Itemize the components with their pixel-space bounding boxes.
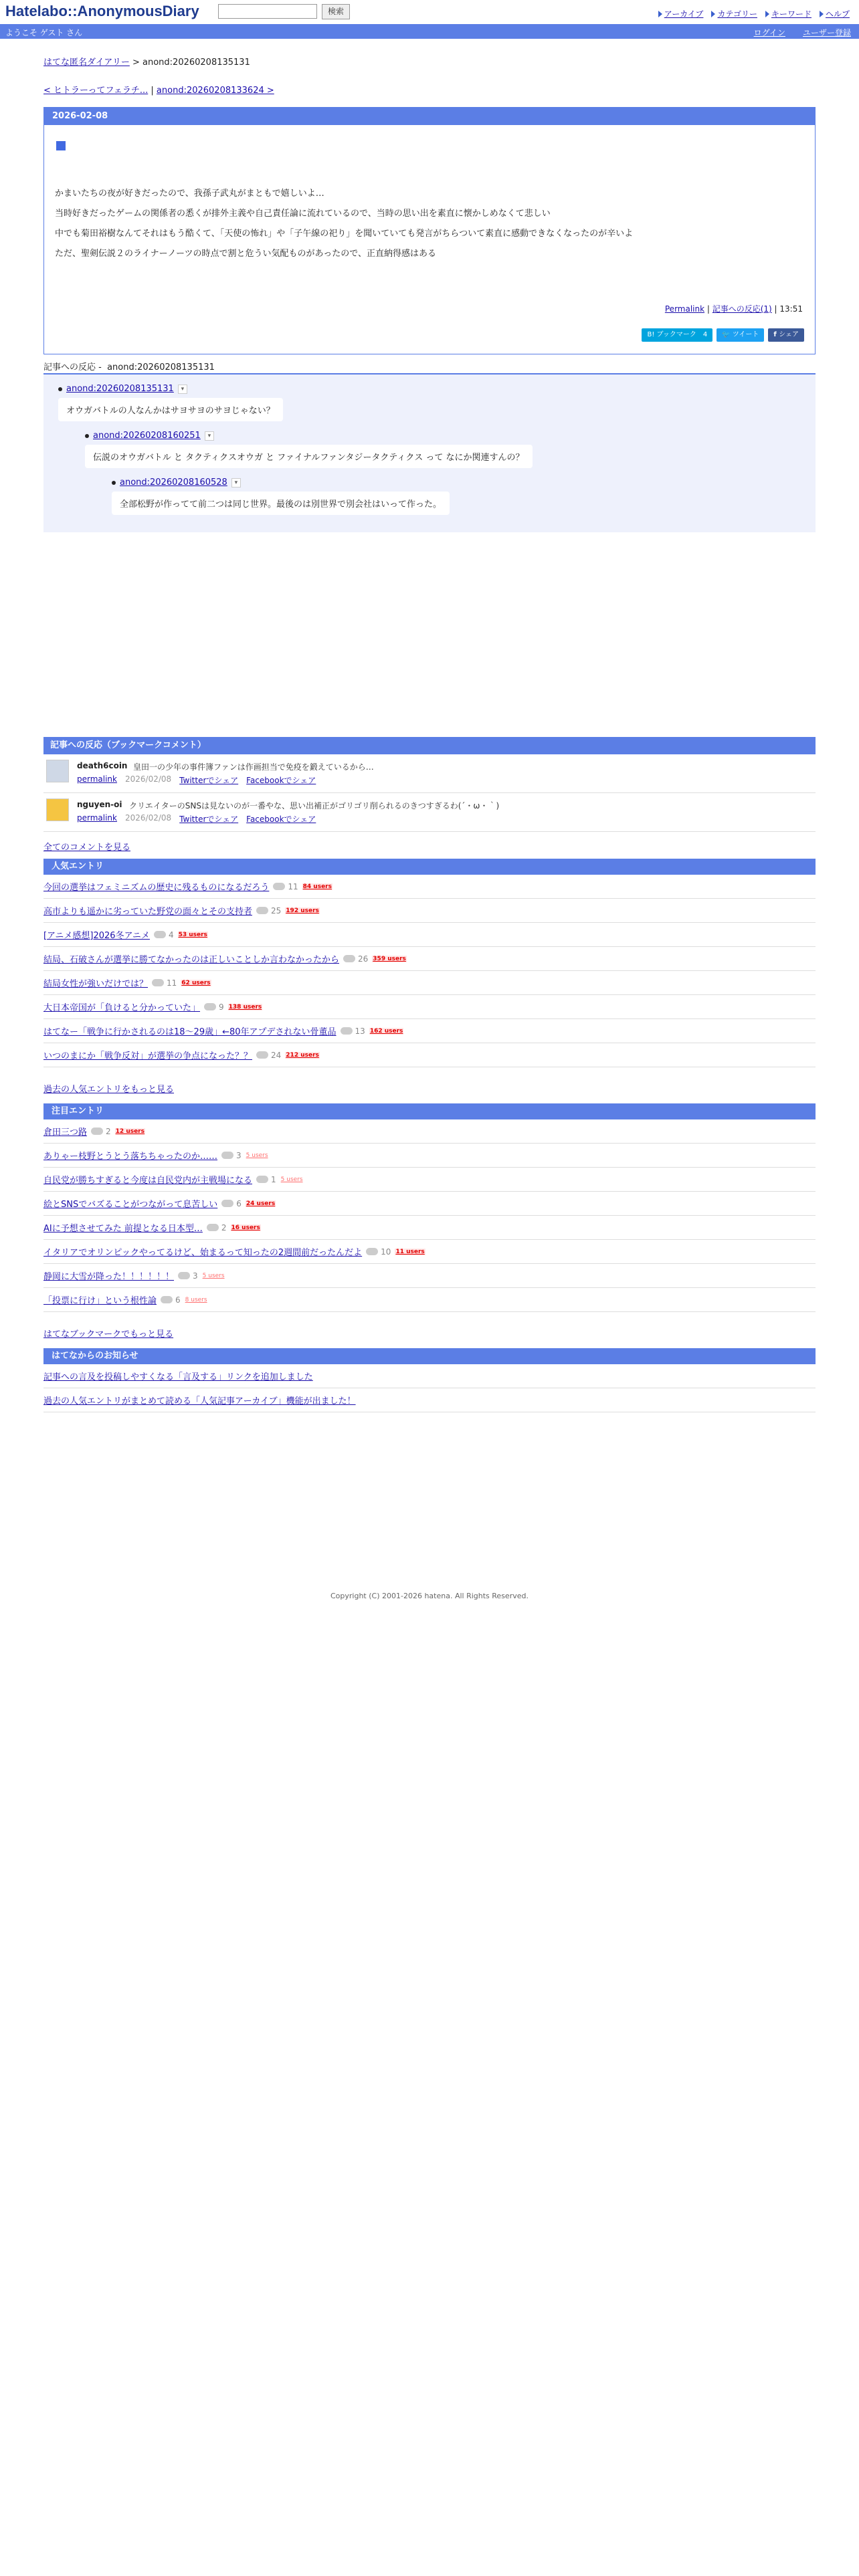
- entry-marker-icon[interactable]: [56, 141, 66, 150]
- reaction-link[interactable]: 記事への反応(1): [712, 304, 772, 314]
- all-comments-link[interactable]: 全てのコメントを見る: [43, 843, 131, 853]
- bookmark-comment-text: 皇田一の少年の事件簿ファンは作画担当で免疫を鍛えているから…: [133, 762, 374, 772]
- twitter-share-link[interactable]: Twitterでシェア: [179, 815, 239, 824]
- entry-title-link[interactable]: 絵とSNSでバズることがつながって息苦しい: [43, 1200, 218, 1210]
- bookmark-date: 2026/02/08: [125, 813, 172, 823]
- footer-copyright: Copyright (C) 2001-2026 hatena. All Rights Reserved.: [330, 1592, 529, 1600]
- menu-keyword-label[interactable]: キーワード: [771, 9, 812, 19]
- entry-title-link[interactable]: 「投票に行け」という根性論: [43, 1296, 157, 1306]
- entry-title-link[interactable]: AIに予想させてみた 前提となる日本型…: [43, 1224, 203, 1234]
- top-bar: [0, 0, 859, 24]
- reactions-title: 記事への反応 - anond:20260208135131: [43, 362, 215, 372]
- comment-count: [161, 1295, 181, 1305]
- comment-count: [221, 1151, 242, 1160]
- comment-count: [221, 1199, 242, 1208]
- facebook-share-link[interactable]: Facebookでシェア: [246, 815, 316, 824]
- bookmark-users-badge[interactable]: 138 users: [228, 1003, 262, 1010]
- speech-balloon-icon: [161, 1296, 173, 1303]
- entry-title-link[interactable]: 静岡に大雪が降った！！！！！！: [43, 1272, 175, 1282]
- search-button[interactable]: 検索: [322, 4, 350, 19]
- bookmark-user[interactable]: nguyen-oi: [77, 800, 122, 809]
- twitter-share-link[interactable]: Twitterでシェア: [179, 776, 239, 785]
- entry-row: [43, 1144, 816, 1168]
- welcome-text: ようこそ ゲスト さん: [5, 28, 83, 37]
- comment-count: [256, 1051, 281, 1060]
- reaction-item: [58, 384, 283, 421]
- speech-balloon-icon: [154, 931, 166, 938]
- comment-count-value: 4: [168, 930, 174, 940]
- comment-count-value: 9: [219, 1002, 224, 1012]
- site-logo[interactable]: Hatelabo::AnonymousDiary: [5, 3, 199, 19]
- prev-next-nav: [43, 83, 274, 96]
- avatar[interactable]: [46, 760, 69, 782]
- menu-keyword[interactable]: [765, 8, 812, 19]
- entry-row: [43, 875, 816, 899]
- entry-body: [55, 184, 633, 264]
- entry-row: [43, 1216, 816, 1240]
- comment-count-value: 26: [358, 954, 369, 964]
- notice-link[interactable]: 過去の人気エントリがまとめて読める「人気記事アーカイブ」機能が出ました！: [43, 1396, 356, 1406]
- breadcrumb-home[interactable]: はてな匿名ダイアリー: [43, 58, 130, 68]
- facebook-icon: f: [773, 331, 779, 338]
- speech-balloon-icon: [256, 1051, 268, 1059]
- entry-row: [43, 1119, 816, 1144]
- facebook-share-button[interactable]: [768, 328, 804, 342]
- comment-count-value: 10: [381, 1247, 391, 1257]
- reaction-link[interactable]: anond:20260208135131: [66, 384, 174, 394]
- speech-balloon-icon: [273, 883, 285, 890]
- comment-count-value: 25: [271, 905, 282, 916]
- bookmark-permalink[interactable]: permalink: [77, 774, 117, 784]
- comment-count: [343, 954, 368, 964]
- hot-entries-title: 注目エントリ: [43, 1103, 816, 1119]
- speech-balloon-icon: [152, 979, 164, 986]
- comment-count-value: 2: [221, 1222, 227, 1232]
- dropdown-icon[interactable]: ▾: [178, 385, 187, 394]
- nav-separator: |: [148, 86, 157, 96]
- tweet-label: ツイート: [732, 331, 759, 338]
- comment-count: [178, 1271, 198, 1281]
- bullet-icon: [85, 434, 89, 438]
- entry-footer: Permalink | 記事への反応(1) | 13:51: [664, 304, 803, 314]
- comment-count: [91, 1127, 111, 1136]
- reaction-text: 全部松野が作ってて前二つは同じ世界。最後のは別世界で別会社はいって作った。: [112, 492, 450, 515]
- user-bar: [0, 24, 859, 39]
- comment-count: [341, 1027, 365, 1036]
- bookmark-users-badge[interactable]: 16 users: [231, 1224, 260, 1231]
- reaction-item: [112, 477, 450, 515]
- entry-row: [43, 923, 816, 947]
- entry-row: [43, 1264, 816, 1288]
- bookmark-comment: [43, 793, 816, 832]
- speech-balloon-icon: [204, 1003, 216, 1010]
- diary-entry: [43, 107, 816, 354]
- entry-title-link[interactable]: 倉田三つ路: [43, 1128, 88, 1138]
- bookmark-users-badge[interactable]: 5 users: [280, 1176, 303, 1183]
- twitter-icon: 🐦: [722, 331, 733, 338]
- entry-row: [43, 995, 816, 1019]
- fb-share-label: シェア: [779, 331, 799, 338]
- more-bookmarks-link[interactable]: はてなブックマークでもっと見る: [43, 1329, 174, 1339]
- bookmark-users-badge[interactable]: 212 users: [286, 1051, 319, 1059]
- comment-count-value: 11: [167, 978, 177, 988]
- bookmark-users-badge[interactable]: 162 users: [369, 1027, 403, 1035]
- hatena-bookmark-button[interactable]: B! ブックマーク 4: [642, 328, 712, 342]
- arrow-right-icon: [658, 11, 662, 17]
- speech-balloon-icon: [256, 1176, 268, 1183]
- entry-line: 中でも菊田裕樹なんてそれはもう酷くて、「天使の怖れ」や「子午線の祀り」を聞いていても発言がちらついて素直に感動できなくなったのが辛いよ: [55, 229, 634, 239]
- bookmark-comment-text: クリエイターのSNSは見ないのが一番やな、思い出補正がゴリゴリ削られるのきつすぎるわ(´・ω・｀): [129, 801, 500, 811]
- comment-count-value: 6: [175, 1295, 181, 1305]
- bookmark-users-badge[interactable]: 84 users: [302, 883, 332, 890]
- breadcrumb: [43, 55, 250, 68]
- menu-category[interactable]: [711, 8, 757, 19]
- prev-entry-link[interactable]: < ヒトラーってフェラチ...: [43, 86, 149, 96]
- bookmark-users-badge[interactable]: 5 users: [202, 1272, 225, 1279]
- reaction-link[interactable]: anond:20260208160251: [93, 431, 201, 441]
- dropdown-icon[interactable]: ▾: [205, 431, 214, 441]
- comment-count-value: 13: [355, 1026, 365, 1036]
- notice-title: はてなからのお知らせ: [43, 1348, 816, 1364]
- speech-balloon-icon: [343, 955, 355, 962]
- bullet-icon: [112, 481, 116, 485]
- comment-count-value: 3: [236, 1150, 242, 1160]
- reaction-link[interactable]: anond:20260208160528: [120, 477, 227, 488]
- bullet-icon: [58, 387, 62, 391]
- comment-count-value: 24: [271, 1050, 282, 1060]
- comment-count: [154, 930, 174, 940]
- bookmark-meta: [77, 774, 316, 786]
- comment-count: [273, 882, 298, 891]
- popular-entries-title: 人気エントリ: [43, 859, 816, 875]
- comment-count-value: 2: [106, 1126, 111, 1136]
- speech-balloon-icon: [178, 1272, 190, 1279]
- speech-balloon-icon: [91, 1128, 103, 1135]
- reaction-item: [85, 431, 533, 468]
- entry-row: [43, 1192, 816, 1216]
- speech-balloon-icon: [256, 907, 268, 914]
- comment-count-value: 6: [236, 1198, 242, 1208]
- entry-title-link[interactable]: はてなー「戦争に行かされるのは18〜29歳」←80年アプデされない骨董品: [43, 1027, 337, 1037]
- comment-count-value: 3: [193, 1271, 198, 1281]
- bookmark-permalink[interactable]: permalink: [77, 813, 117, 823]
- entry-title-link[interactable]: 結局、石破さんが選挙に勝てなかったのは正しいことしか言わなかったから: [43, 955, 340, 965]
- entry-line: かまいたちの夜が好きだったので、我孫子武丸がまともで嬉しいよ…: [55, 189, 324, 199]
- bookmark-comment: [43, 754, 816, 793]
- entry-title-link[interactable]: ありゃー枝野とうとう落ちちゃったのか……: [43, 1152, 218, 1162]
- entry-row: [43, 1240, 816, 1264]
- bookmark-users-badge[interactable]: 5 users: [246, 1152, 268, 1159]
- bookmark-users-badge[interactable]: 8 users: [185, 1296, 207, 1303]
- speech-balloon-icon: [221, 1200, 233, 1207]
- facebook-share-link[interactable]: Facebookでシェア: [246, 776, 316, 785]
- entry-title-link[interactable]: 高市よりも遥かに劣っていた野党の面々とその支持者: [43, 907, 253, 917]
- entry-row: [43, 1288, 816, 1312]
- comment-count: [256, 1175, 276, 1184]
- menu-help[interactable]: [820, 8, 850, 19]
- entry-time: 13:51: [779, 304, 803, 314]
- top-menu: [658, 8, 850, 19]
- entry-row: [43, 1019, 816, 1043]
- menu-archive-label[interactable]: アーカイブ: [664, 9, 704, 19]
- entry-row: [43, 971, 816, 995]
- menu-help-label[interactable]: ヘルプ: [825, 9, 850, 19]
- entry-title-link[interactable]: 今回の選挙はフェミニズムの歴史に残るものになるだろう: [43, 883, 270, 893]
- speech-balloon-icon: [366, 1248, 378, 1255]
- share-buttons: [642, 328, 804, 342]
- speech-balloon-icon: [221, 1152, 233, 1159]
- breadcrumb-current: anond:20260208135131: [142, 58, 250, 68]
- breadcrumb-separator: >: [129, 58, 143, 68]
- bookmark-users-badge[interactable]: 12 users: [115, 1128, 145, 1135]
- menu-archive[interactable]: [658, 8, 704, 19]
- entry-row: [43, 1043, 816, 1067]
- notice-item: [43, 1388, 816, 1412]
- more-popular-link[interactable]: 過去の人気エントリをもっと見る: [43, 1085, 175, 1095]
- entry-title-link[interactable]: いつのまにか「戦争反対」が選挙の争点になった？？: [43, 1051, 253, 1061]
- search-input[interactable]: [218, 4, 317, 19]
- bookmark-users-badge[interactable]: 192 users: [286, 907, 319, 914]
- permalink[interactable]: Permalink: [664, 304, 705, 314]
- entry-title-link[interactable]: [アニメ感想]2026冬アニメ: [43, 931, 150, 941]
- entry-title-link[interactable]: 結局女性が強いだけでは？: [43, 979, 149, 989]
- entry-row: [43, 1168, 816, 1192]
- comment-count-value: 11: [288, 881, 298, 891]
- comment-count-value: 1: [271, 1174, 276, 1184]
- arrow-right-icon: [820, 11, 824, 17]
- next-entry-link[interactable]: anond:20260208133624 >: [156, 86, 274, 96]
- comment-count: [204, 1002, 224, 1012]
- entry-title-link[interactable]: イタリアでオリンピックやってるけど、始まるって知ったの2週間前だったんだよ: [43, 1248, 363, 1258]
- bookmark-users-badge[interactable]: 11 users: [395, 1248, 425, 1255]
- arrow-right-icon: [711, 11, 715, 17]
- bookmark-meta: [77, 813, 316, 825]
- speech-balloon-icon: [207, 1224, 219, 1231]
- login-link[interactable]: ログイン: [753, 28, 785, 37]
- entry-line: ただ、聖剣伝説２のライナーノーツの時点で割と危うい気配ものがあったので、正直納得感はある: [55, 249, 437, 259]
- reactions-tree: [43, 373, 816, 532]
- bookmark-users-badge[interactable]: 24 users: [246, 1200, 276, 1207]
- bookmark-comments-title: 記事への反応（ブックマークコメント）: [43, 737, 816, 754]
- menu-category-label[interactable]: カテゴリー: [717, 9, 757, 19]
- register-link[interactable]: ユーザー登録: [802, 28, 851, 37]
- comment-count: [366, 1247, 391, 1257]
- notice-link[interactable]: 記事への言及を投稿しやすくなる「言及する」リンクを追加しました: [43, 1372, 313, 1382]
- comment-count: [256, 906, 281, 916]
- dropdown-icon[interactable]: ▾: [231, 478, 241, 488]
- arrow-right-icon: [765, 11, 769, 17]
- entry-title-link[interactable]: 大日本帝国が「負けると分かっていた」: [43, 1003, 201, 1013]
- bookmark-date: 2026/02/08: [125, 774, 172, 784]
- tweet-button[interactable]: [717, 328, 764, 342]
- reaction-text: オウガバトルの人なんかはサヨサヨのサヨじゃない？: [58, 398, 283, 421]
- avatar[interactable]: [46, 798, 69, 821]
- entry-date: 2026-02-08: [44, 108, 815, 125]
- comment-count: [207, 1223, 227, 1232]
- entry-title-link[interactable]: 自民党が勝ちすぎると今度は自民党内が主戦場になる: [43, 1176, 253, 1186]
- entry-row: [43, 899, 816, 923]
- entry-row: [43, 947, 816, 971]
- reaction-text: 伝説のオウガバトル と タクティクスオウガ と ファイナルファンタジータクティクス って なにか関連すんの？: [85, 445, 533, 468]
- notice-item: [43, 1364, 816, 1388]
- user-links: [754, 27, 851, 38]
- bookmark-users-badge[interactable]: 53 users: [178, 931, 207, 938]
- speech-balloon-icon: [341, 1027, 353, 1035]
- bookmark-users-badge[interactable]: 359 users: [373, 955, 406, 962]
- entry-line: 当時好きだったゲームの関係者の悉くが排外主義や自己責任論に流れているので、当時の思い出を素直に懐かしめなくて悲しい: [55, 209, 551, 219]
- comment-count: [152, 978, 177, 988]
- bookmark-users-badge[interactable]: 62 users: [181, 979, 211, 986]
- bookmark-user[interactable]: death6coin: [77, 761, 128, 770]
